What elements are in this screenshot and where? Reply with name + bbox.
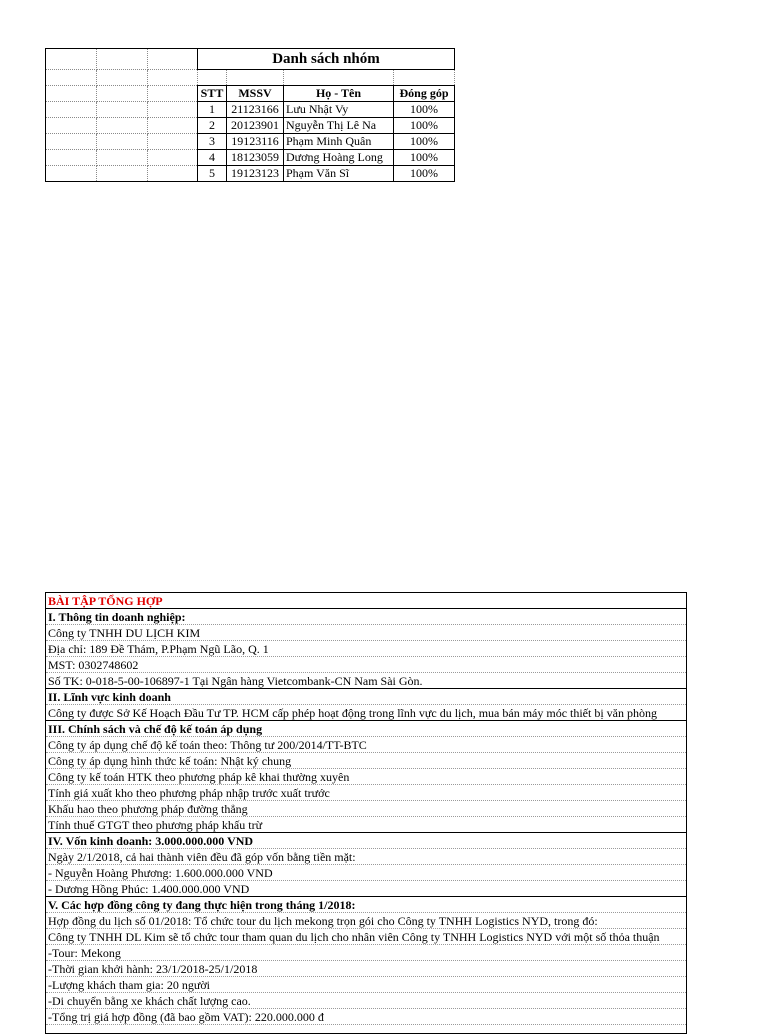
- empty-cell[interactable]: [97, 166, 148, 182]
- empty-cell[interactable]: [148, 70, 198, 86]
- text-line: Tính thuế GTGT theo phương pháp khấu trừ: [46, 817, 686, 833]
- empty-cell[interactable]: [97, 118, 148, 134]
- cell-name: Nguyễn Thị Lê Na: [284, 118, 394, 134]
- cell-contribution: 100%: [394, 166, 455, 182]
- group-table: [45, 48, 455, 182]
- empty-cell[interactable]: [46, 70, 97, 86]
- text-line: -Lượng khách tham gia: 20 người: [46, 977, 686, 993]
- cell-stt: 2: [198, 118, 227, 134]
- empty-cell[interactable]: [46, 150, 97, 166]
- cell-mssv: 18123059: [227, 150, 284, 166]
- header-name: Họ - Tên: [284, 86, 394, 102]
- text-line: Số TK: 0-018-5-00-106897-1 Tại Ngân hàng Vietcombank-CN Nam Sài Gòn.: [46, 673, 686, 689]
- empty-cell[interactable]: [198, 70, 227, 86]
- group-table-title: Danh sách nhóm: [198, 49, 455, 70]
- table-row: [46, 150, 455, 166]
- cell-name: Lưu Nhật Vy: [284, 102, 394, 118]
- empty-cell[interactable]: [97, 86, 148, 102]
- table-row: [46, 134, 455, 150]
- empty-cell[interactable]: [46, 86, 97, 102]
- cell-mssv: 19123123: [227, 166, 284, 182]
- cell-mssv: 20123901: [227, 118, 284, 134]
- cell-mssv: 21123166: [227, 102, 284, 118]
- text-line: Công ty TNHH DU LỊCH KIM: [46, 625, 686, 641]
- cell-stt: 1: [198, 102, 227, 118]
- section-heading-accounting-policy: III. Chính sách và chế độ kế toán áp dụng: [46, 721, 686, 737]
- empty-cell[interactable]: [148, 118, 198, 134]
- empty-cell[interactable]: [284, 70, 394, 86]
- table-row: [46, 102, 455, 118]
- cell-contribution: 100%: [394, 134, 455, 150]
- cell-name: Phạm Văn Sĩ: [284, 166, 394, 182]
- empty-cell[interactable]: [97, 150, 148, 166]
- text-line: -Tour: Mekong: [46, 945, 686, 961]
- text-line: MST: 0302748602: [46, 657, 686, 673]
- cell-stt: 3: [198, 134, 227, 150]
- text-line: Công ty TNHH DL Kim sẽ tổ chức tour tham quan du lịch cho nhân viên Công ty TNHH Logistics NYD với một số thỏa thuận: [46, 929, 686, 945]
- text-line: Tính giá xuất kho theo phương pháp nhập trước xuất trước: [46, 785, 686, 801]
- header-stt: STT: [198, 86, 227, 102]
- empty-cell[interactable]: [148, 102, 198, 118]
- cell-name: Phạm Minh Quân: [284, 134, 394, 150]
- cell-mssv: 19123116: [227, 134, 284, 150]
- cell-name: Dương Hoàng Long: [284, 150, 394, 166]
- empty-cell[interactable]: [148, 166, 198, 182]
- empty-cell[interactable]: [46, 118, 97, 134]
- text-line: Địa chỉ: 189 Đề Thám, P.Phạm Ngũ Lão, Q. 1: [46, 641, 686, 657]
- empty-cell[interactable]: [394, 70, 455, 86]
- header-contribution: Đóng góp: [394, 86, 455, 102]
- empty-cell[interactable]: [148, 86, 198, 102]
- empty-cell[interactable]: [46, 102, 97, 118]
- empty-cell[interactable]: [227, 70, 284, 86]
- text-line: - Dương Hồng Phúc: 1.400.000.000 VND: [46, 881, 686, 897]
- exercise-block: [45, 592, 687, 1034]
- cell-stt: 4: [198, 150, 227, 166]
- text-line: Khấu hao theo phương pháp đường thẳng: [46, 801, 686, 817]
- cell-stt: 5: [198, 166, 227, 182]
- section-heading-company-info: I. Thông tin doanh nghiệp:: [46, 609, 686, 625]
- cell-contribution: 100%: [394, 150, 455, 166]
- text-line: -Tổng trị giá hợp đồng (đã bao gồm VAT): 220.000.000 đ: [46, 1009, 686, 1025]
- text-line: Công ty kế toán HTK theo phương pháp kê khai thường xuyên: [46, 769, 686, 785]
- cell-contribution: 100%: [394, 118, 455, 134]
- header-mssv: MSSV: [227, 86, 284, 102]
- empty-cell[interactable]: [97, 49, 148, 70]
- empty-cell[interactable]: [46, 134, 97, 150]
- empty-cell[interactable]: [148, 134, 198, 150]
- empty-cell[interactable]: [46, 166, 97, 182]
- text-line: Công ty áp dụng hình thức kế toán: Nhật ký chung: [46, 753, 686, 769]
- section-heading-contracts: V. Các hợp đồng công ty đang thực hiện trong tháng 1/2018:: [46, 897, 686, 913]
- empty-cell[interactable]: [148, 150, 198, 166]
- text-line: -Di chuyển bằng xe khách chất lượng cao.: [46, 993, 686, 1009]
- table-row: [46, 166, 455, 182]
- text-line: Công ty áp dụng chế độ kế toán theo: Thông tư 200/2014/TT-BTC: [46, 737, 686, 753]
- section-heading-capital: IV. Vốn kinh doanh: 3.000.000.000 VND: [46, 833, 686, 849]
- empty-cell[interactable]: [46, 49, 97, 70]
- empty-cell[interactable]: [97, 70, 148, 86]
- text-line: Hợp đồng du lịch số 01/2018: Tổ chức tour du lịch mekong trọn gói cho Công ty TNHH Logistics NYD, trong đó:: [46, 913, 686, 929]
- cell-contribution: 100%: [394, 102, 455, 118]
- empty-cell[interactable]: [148, 49, 198, 70]
- section-heading-business-field: II. Lĩnh vực kinh doanh: [46, 689, 686, 705]
- text-line: Ngày 2/1/2018, cả hai thành viên đều đã góp vốn bằng tiền mặt:: [46, 849, 686, 865]
- text-line: - Nguyễn Hoàng Phương: 1.600.000.000 VND: [46, 865, 686, 881]
- empty-cell[interactable]: [97, 134, 148, 150]
- exercise-title: BÀI TẬP TỔNG HỢP: [46, 593, 686, 609]
- empty-cell[interactable]: [97, 102, 148, 118]
- text-line: Công ty được Sở Kế Hoạch Đầu Tư TP. HCM cấp phép hoạt động trong lĩnh vực du lịch, mua bán máy móc thiết bị văn phòng: [46, 705, 686, 721]
- text-line: -Thời gian khởi hành: 23/1/2018-25/1/2018: [46, 961, 686, 977]
- table-row: [46, 118, 455, 134]
